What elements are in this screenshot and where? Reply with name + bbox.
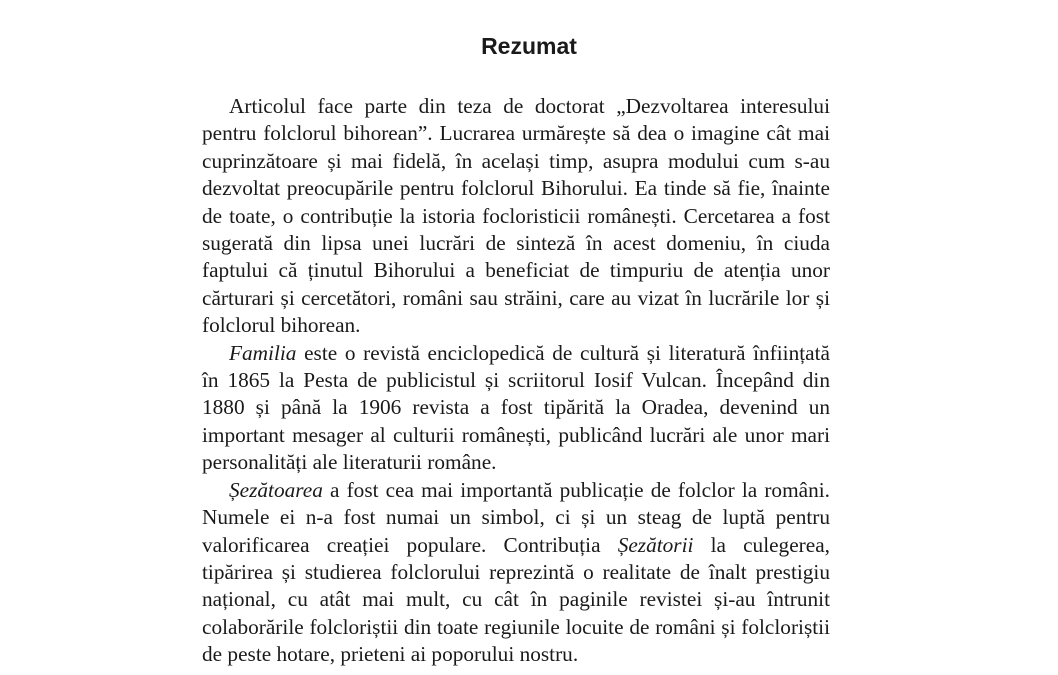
- abstract-body: [202, 93, 830, 669]
- journal-name-familia: Familia: [229, 340, 297, 365]
- paragraph-2: [202, 340, 830, 477]
- journal-name-sezatoarea: Șezătoarea: [229, 477, 323, 502]
- journal-name-sezatorii: Șezătorii: [617, 532, 694, 557]
- paragraph-3-text-a: a fost cea mai importantă publicație de folclor la români. Numele ei n-a fost numai un simbol, ci și un steag de luptă pentru valorificarea creației populare. Contribuția: [202, 477, 830, 557]
- paragraph-1-text: Articolul face parte din teza de doctorat „Dezvoltarea interesului pentru folclorul bihorean”. Lucrarea urmărește să dea o imagine cât mai cuprinzătoare și mai fidelă, în același timp, asupra modului cum s-au dezvoltat preocupările pentru folclorul Bihorului. Ea tinde să fie, înainte de toate, o contribuție la istoria focloristicii românești. Cercetarea a fost sugerată din lipsa unei lucrări de sinteză în acest domeniu, în ciuda faptului că ținutul Bihorului a beneficiat de timpuriu de atenția unor cărturari și cercetători, români sau străini, care au vizat în lucrările lor și folclorul bihorean.: [202, 94, 830, 338]
- paragraph-1: [202, 93, 830, 340]
- paragraph-3-text-b: la culegerea, tipărirea și studierea folclorului reprezintă o realitate de înalt prestigiu național, cu atât mai mult, cu cât în paginile revistei și-au întrunit colaborările folcloriștii din toate regiunile locuite de români și folcloriștii de peste hotare, prieteni ai poporului nostru.: [202, 532, 830, 667]
- paragraph-2-text: este o revistă enciclopedică de cultură și literatură înființată în 1865 la Pesta de publicistul și scriitorul Iosif Vulcan. Începând din 1880 și până la 1906 revista a fost tipărită la Oradea, devenind un important mesager al culturii românești, publicând lucrări ale unor mari personalități ale literaturii române.: [202, 340, 830, 475]
- paragraph-3: [202, 477, 830, 669]
- page-title: Rezumat: [481, 33, 577, 59]
